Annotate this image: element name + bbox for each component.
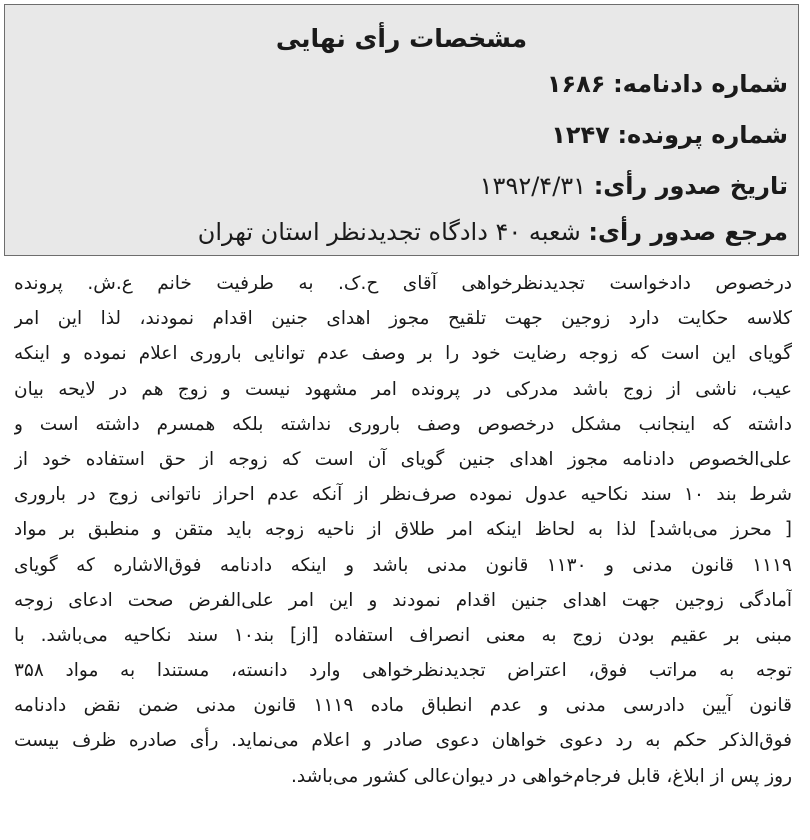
verdict-number-label: شماره دادنامه: — [613, 70, 788, 98]
body-line: گویای این است که زوجه رضایت خود را بر وصف عدم توانایی باروری اعلام نموده و اینکه — [14, 343, 792, 365]
issue-date-row — [15, 169, 788, 203]
body-line: توجه به مراتب فوق، اعتراض تجدیدنظرخواهی وارد دانسته، مستندا به مواد ۳۵۸ — [14, 660, 792, 682]
body-line: شرط بند ۱۰ سند نکاحیه عدول نموده صرف‌نظر از آنکه عدم احراز ناتوانی زوج در باروری — [14, 484, 792, 506]
case-number-row — [15, 118, 788, 152]
body-line: آمادگی زوجین جهت اهدای جنین اقدام نمودند و این امر علی‌الفرض صحت ادعای زوجه — [14, 589, 792, 611]
body-line: داشته که اینجانب مشکل درخصوص وصف باروری نداشته بلکه همسرم داشته است و — [14, 413, 792, 435]
verdict-number-row — [15, 67, 788, 101]
case-number-label: شماره پرونده: — [617, 121, 788, 149]
verdict-body — [14, 266, 792, 794]
body-line: درخصوص دادخواست تجدیدنظرخواهی آقای ح.ک. به طرفیت خانم ع.ش. پرونده — [14, 273, 792, 294]
case-number-value: ۱۲۴۷ — [551, 121, 610, 149]
body-line: قانون آیین دادرسی مدنی و عدم انطباق ماده ۱۱۱۹ قانون مدنی ضمن نقض دادنامه — [14, 695, 792, 717]
verdict-details-title: مشخصات رأی نهایی — [275, 24, 528, 53]
body-line: فوق‌الذکر حکم به رد دعوی خواهان دعوی صادر و اعلام می‌نماید. رأی صادره ظرف بیست — [14, 730, 792, 752]
body-line: [ محرز می‌باشد] لذا به لحاظ اینکه امر طلاق از ناحیه زوجه باید متقن و منطبق بر مواد — [14, 519, 792, 541]
body-line: علی‌الخصوص دادنامه مجوز اهدای جنین گویای آن است که زوجه از حق استفاده خود از — [14, 448, 792, 470]
verdict-details-box — [4, 4, 799, 256]
body-line: مبنی بر عقیم بودن زوج به معنی انصراف استفاده [از] بند۱۰ سند نکاحیه می‌باشد. با — [14, 624, 792, 646]
body-line: ۱۱۱۹ قانون مدنی و ۱۱۳۰ قانون مدنی باشد و اینکه دادنامه فوق‌الاشاره که گویای — [14, 554, 792, 576]
body-line: کلاسه حکایت دارد زوجین جهت تلقیح مجوز اهدای جنین اقدام نمودند، لذا این امر — [14, 308, 792, 330]
body-line: عیب، ناشی از زوج باشد مدرکی در پرونده امر مشهود نیست و زوج هم در لایحه بیان — [14, 378, 792, 400]
issue-date-value: ۱۳۹۲/۴/۳۱ — [479, 172, 587, 200]
issuing-authority-row — [15, 215, 788, 249]
verdict-number-value: ۱۶۸۶ — [546, 70, 606, 98]
issuing-authority-label: مرجع صدور رأی: — [588, 218, 788, 246]
issue-date-label: تاریخ صدور رأی: — [593, 172, 788, 200]
issuing-authority-value: شعبه ۴۰ دادگاه تجدیدنظر استان تهران — [197, 218, 581, 246]
body-line: روز پس از ابلاغ، قابل فرجام‌خواهی در دیوان‌عالی کشور می‌باشد. — [291, 765, 792, 787]
